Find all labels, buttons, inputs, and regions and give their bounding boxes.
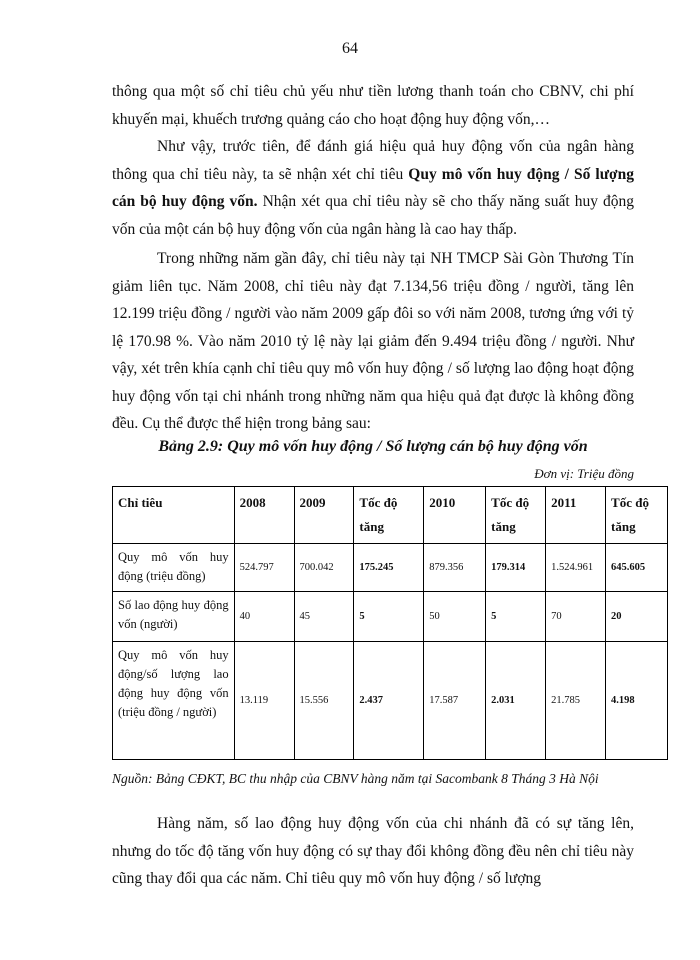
header-cell: Tốc độ tăng: [354, 487, 424, 544]
table-cell: 2.031: [486, 642, 546, 760]
table-cell: 5: [354, 592, 424, 642]
table-cell: 700.042: [294, 544, 354, 592]
table-cell: 40: [234, 592, 294, 642]
header-cell: Chỉ tiêu: [113, 487, 235, 544]
table-row: [113, 642, 668, 760]
page-number: 64: [342, 40, 358, 57]
paragraph-3: Trong những năm gần đây, chỉ tiêu này tại NH TMCP Sài Gòn Thương Tín giảm liên tục. Năm 2008, chỉ tiêu này đạt 7.134,56 triệu đồng / người, tăng lên 12.199 triệu đồng / người vào năm 2009 gấp đôi so với năm 2008, tương ứng với tỷ lệ 170.98 %. Vào năm 2010 tỷ lệ này lại giảm đến 9.494 triệu đồng / người. Như vậy, xét trên khía cạnh chỉ tiêu quy mô vốn huy động / số lượng lao động hoạt động huy động vốn tại chi nhánh trong những năm qua hiệu quả đạt được là không đồng đều. Cụ thể được thể hiện trong bảng sau:: [112, 250, 634, 432]
data-table: [112, 486, 668, 760]
table-cell: 45: [294, 592, 354, 642]
table-unit: Đơn vị: Triệu đồng: [534, 466, 634, 481]
table-cell: 17.587: [424, 642, 486, 760]
table-cell: 4.198: [606, 642, 668, 760]
table-cell: 15.556: [294, 642, 354, 760]
paragraph-2: [112, 133, 634, 243]
header-cell: Tốc độ tăng: [606, 487, 668, 544]
row-label: Số lao động huy động vốn (người): [113, 592, 235, 642]
header-cell: Tốc độ tăng: [486, 487, 546, 544]
table-source-note: Nguồn: Bảng CĐKT, BC thu nhập của CBNV hàng năm tại Sacombank 8 Tháng 3 Hà Nội: [112, 771, 599, 786]
table-row: [113, 592, 668, 642]
header-cell: 2008: [234, 487, 294, 544]
table-header-row: [113, 487, 668, 544]
paragraph-2-start: Như vậy, trước tiên, để đánh giá hiệu quả huy động vốn của ngân hàng thông qua chỉ tiêu này, ta sẽ nhận xét chỉ tiêu: [112, 138, 634, 183]
header-cell: 2009: [294, 487, 354, 544]
table-cell: 645.605: [606, 544, 668, 592]
paragraph-2-bold-metric: Quy mô vốn huy động / Số lượng cán bộ huy động vốn.: [112, 165, 634, 210]
header-cell: 2010: [424, 487, 486, 544]
table-cell: 175.245: [354, 544, 424, 592]
table-caption: Bảng 2.9: Quy mô vốn huy động / Số lượng cán bộ huy động vốn: [158, 438, 588, 455]
table-cell: 1.524.961: [546, 544, 606, 592]
table-cell: 50: [424, 592, 486, 642]
table-cell: 21.785: [546, 642, 606, 760]
table-cell: 20: [606, 592, 668, 642]
table-row: [113, 544, 668, 592]
row-label: Quy mô vốn huy động (triệu đồng): [113, 544, 235, 592]
table-cell: 179.314: [486, 544, 546, 592]
table-cell: 879.356: [424, 544, 486, 592]
row-label: Quy mô vốn huy động/số lượng lao động huy động vốn (triệu đồng / người): [113, 642, 235, 760]
table-cell: 524.797: [234, 544, 294, 592]
table-cell: 2.437: [354, 642, 424, 760]
paragraph-1: thông qua một số chỉ tiêu chủ yếu như tiền lương thanh toán cho CBNV, chi phí khuyến mại, khuếch trương quảng cáo cho hoạt động huy động vốn,…: [112, 83, 634, 128]
table-cell: 70: [546, 592, 606, 642]
table-cell: 13.119: [234, 642, 294, 760]
table-cell: 5: [486, 592, 546, 642]
paragraph-2-end: Nhận xét qua chỉ tiêu này sẽ cho thấy năng suất huy động vốn của một cán bộ huy động vốn của ngân hàng là cao hay thấp.: [112, 193, 634, 238]
paragraph-4: Hàng năm, số lao động huy động vốn của chi nhánh đã có sự tăng lên, nhưng do tốc độ tăng vốn huy động có sự thay đổi không đồng đều nên chỉ tiêu này cũng thay đổi qua các năm. Chỉ tiêu quy mô vốn huy động / số lượng: [112, 815, 634, 887]
header-cell: 2011: [546, 487, 606, 544]
